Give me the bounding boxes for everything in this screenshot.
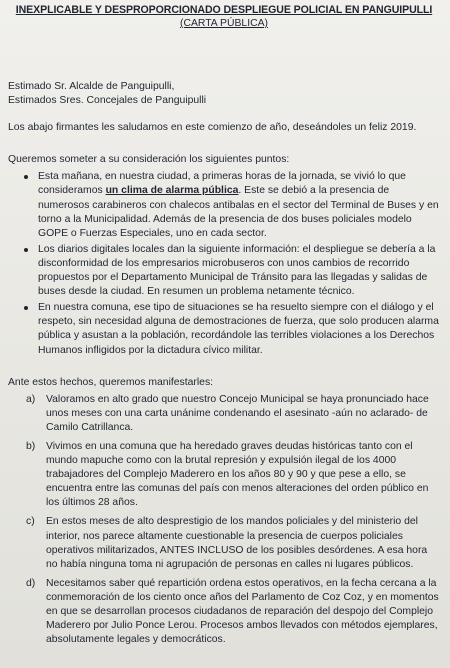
point-item xyxy=(38,243,440,299)
point-text: Los diarios digitales locales dan la siguiente información: el despliegue se debería a la disconformidad de los empresarios microbuseros con unos cambios de recorrido propuestos por el Departamento Municipal de Tránsito para las llegadas y salidas de buses desde la ciudad. En resumen un problema netamente técnico. xyxy=(38,243,436,298)
item-marker: c) xyxy=(26,516,35,528)
bullet-icon xyxy=(24,175,28,179)
bullet-icon xyxy=(24,248,28,252)
opening-paragraph: Los abajo firmantes les saludamos en este comienzo de año, deseándoles un feliz 2019. xyxy=(8,122,417,134)
item-text: Valoramos en alto grado que nuestro Concejo Municipal se haya pronunciado hace unos meses con una carta unánime condenando el asesinato -aún no aclarado- de Camilo Catrillanca. xyxy=(46,393,429,433)
point-highlight: un clima de alarma pública xyxy=(105,185,239,197)
manifest-list xyxy=(8,393,440,648)
item-text: En estos meses de alto desprestigio de los mandos policiales y del ministerio del interior, nos parece altamente cuestionable la presencia de cuerpos policiales operativos militarizados, ANTES INCLUSO de los posibles desórdenes. A esa hora no había ninguna toma ni agrupación de personas en calles ni lugares públicos. xyxy=(46,516,428,570)
item-marker: d) xyxy=(26,577,36,589)
point-text-after: . Este se debió a la presencia de numerosos carabineros con chalecos antibalas en el sector del Terminal de Buses y en torno a la Municipalidad. Además de la presencia de dos buses policiales modelo GOPE o Fuerzas Especiales, uno en cada sector. xyxy=(38,185,439,239)
point-text: En nuestra comuna, ese tipo de situaciones se ha resuelto siempre con el diálogo y el respeto, sin necesidad alguna de demostraciones de fuerza, que solo producen alarma pública y asustan a la población, recordándole las terribles violaciones a los Derechos Humanos infligidos por la dictadura cívico militar. xyxy=(38,302,439,356)
point-item xyxy=(38,170,440,240)
manifest-item xyxy=(26,515,440,571)
manifest-item xyxy=(26,440,440,510)
item-text: Vivimos en una comuna que ha heredado graves deudas históricas tanto con el mundo mapuche como con la brutal represión y expulsión ilegal de los 4000 trabajadores del Complejo Maderero en los años 80 y 90 y que pese a ello, se encuentra entre las comunas del país con menos alteraciones del orden público en los últimos 28 años. xyxy=(46,440,429,509)
greeting-line-councilors: Estimados Sres. Concejales de Panguipulli xyxy=(8,95,207,107)
item-marker: b) xyxy=(26,440,36,452)
item-text: Necesitamos saber qué repartición ordena estos operativos, en la fecha cercana a la conmemoración de los ciento once años del Parlamento de Coz Coz, y en momentos en que se desarrollan procesos ciudadanos de reparación del despojo del Complejo Maderero por Julio Ponce Lerou. Procesos ambos llevados con métodos ejemplares, absolutamente legales y democráticos. xyxy=(46,577,439,646)
points-intro: Queremos someter a su consideración los siguientes puntos: xyxy=(8,154,290,166)
point-item xyxy=(38,301,440,357)
manifest-item xyxy=(26,577,440,647)
letter-title: INEXPLICABLE Y DESPROPORCIONADO DESPLIEGUE POLICIAL EN PANGUIPULLI xyxy=(15,4,433,16)
manifest-item xyxy=(26,393,440,435)
greeting xyxy=(8,80,440,108)
points-list xyxy=(8,170,440,357)
greeting-line-mayor: Estimado Sr. Alcalde de Panguipulli, xyxy=(8,81,175,92)
bullet-icon xyxy=(24,306,28,310)
point-text-before: Esta mañana, en nuestra ciudad, a primeras horas de la jornada, se vivió lo que consideramos xyxy=(38,171,406,197)
item-marker: a) xyxy=(26,393,36,405)
manifest-intro: Ante estos hechos, queremos manifestarles: xyxy=(8,376,214,388)
letter-subtitle: (CARTA PÚBLICA) xyxy=(180,18,268,29)
